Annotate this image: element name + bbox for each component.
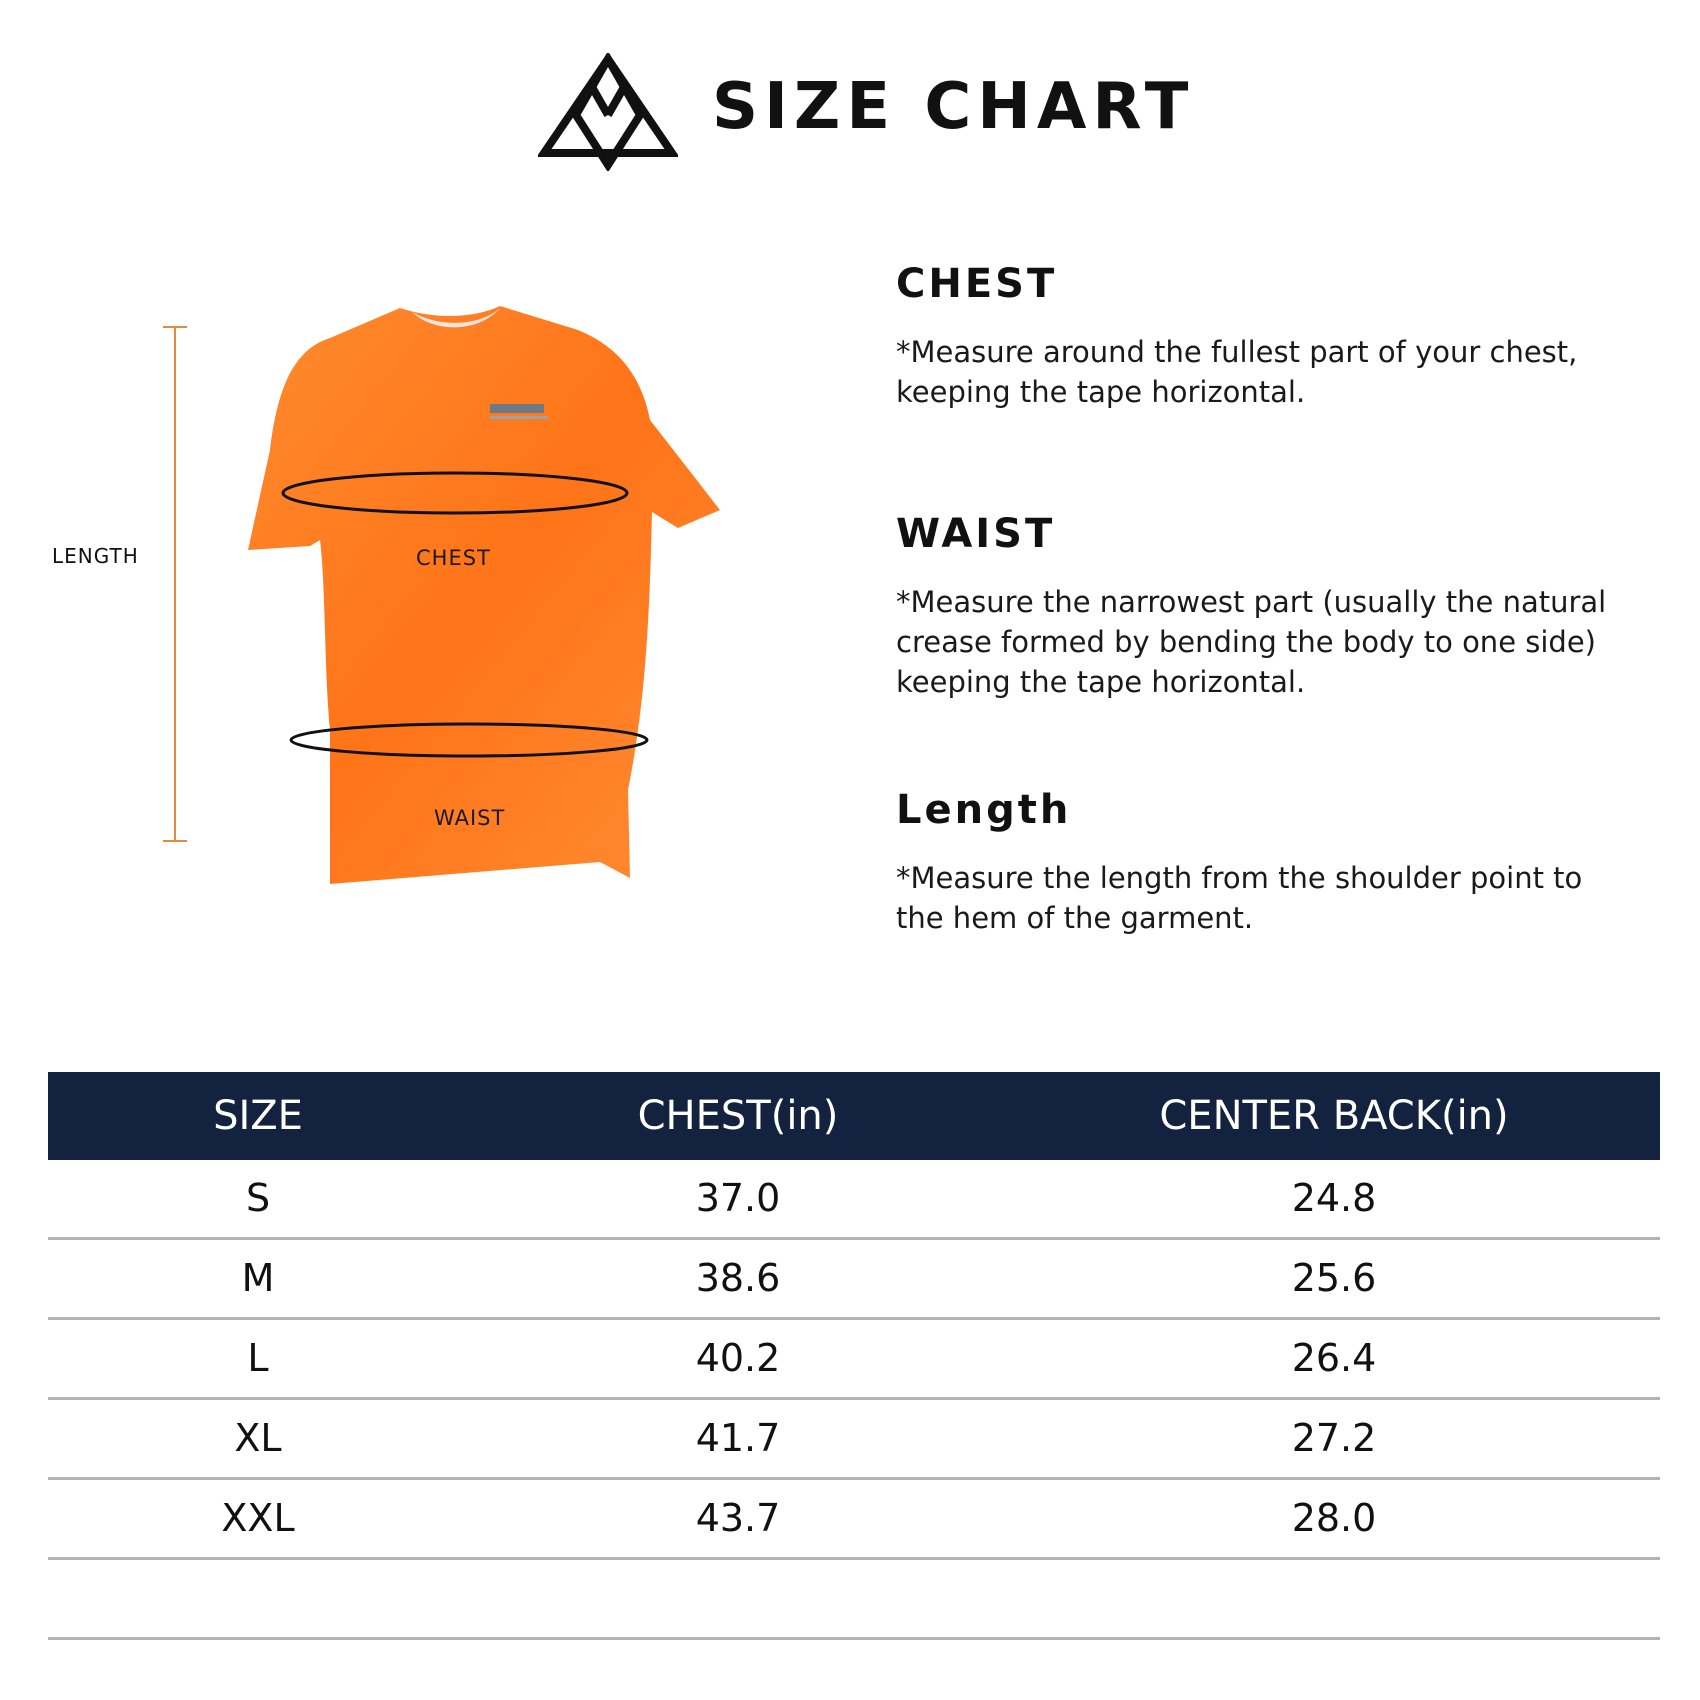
cell-size: L [247,1336,269,1380]
cell-chest: 41.7 [695,1416,781,1460]
waist-guide [896,511,1656,702]
cell-center-back: 27.2 [1291,1416,1377,1460]
brand-logo-icon [538,53,678,171]
table-row [48,1160,1660,1240]
chest-heading: CHEST [896,261,1058,307]
waist-instructions: *Measure the narrowest part (usually the natural crease formed by bending the body to one side) keeping the tape horizontal. [896,585,1607,699]
waist-label: WAIST [434,806,506,830]
table-row [48,1320,1660,1400]
chest-label: CHEST [416,546,491,570]
cell-center-back: 25.6 [1291,1256,1377,1300]
header [0,45,1700,175]
table-empty-row [48,1560,1660,1640]
table-header [48,1072,1660,1160]
cell-chest: 38.6 [695,1256,781,1300]
t-shirt-body [248,306,720,884]
table-row [48,1400,1660,1480]
cell-chest: 37.0 [695,1176,781,1220]
cell-chest: 43.7 [695,1496,781,1540]
cell-size: S [245,1176,271,1220]
length-label: LENGTH [52,544,139,568]
length-instructions: *Measure the length from the shoulder point to the hem of the garment. [896,861,1583,935]
cell-center-back: 26.4 [1291,1336,1377,1380]
table-row [48,1480,1660,1560]
cell-size: M [241,1256,275,1300]
length-heading: Length [896,787,1072,833]
table-row [48,1240,1660,1320]
waist-heading: WAIST [896,511,1056,557]
t-shirt-print [490,404,544,413]
shirt-diagram [30,290,790,930]
cell-center-back: 28.0 [1291,1496,1377,1540]
chest-instructions: *Measure around the fullest part of your chest, keeping the tape horizontal. [896,335,1578,409]
column-header-chest: CHEST(in) [637,1093,839,1139]
size-table [48,1072,1660,1640]
cell-size: XXL [221,1496,295,1540]
length-guide [896,787,1656,938]
column-header-center-back: CENTER BACK(in) [1159,1093,1509,1139]
page-title: SIZE CHART [712,70,1195,144]
column-header-size: SIZE [213,1093,303,1139]
chest-guide [896,261,1656,412]
cell-size: XL [234,1416,282,1460]
t-shirt-image [30,290,790,930]
cell-chest: 40.2 [695,1336,781,1380]
cell-center-back: 24.8 [1291,1176,1377,1220]
